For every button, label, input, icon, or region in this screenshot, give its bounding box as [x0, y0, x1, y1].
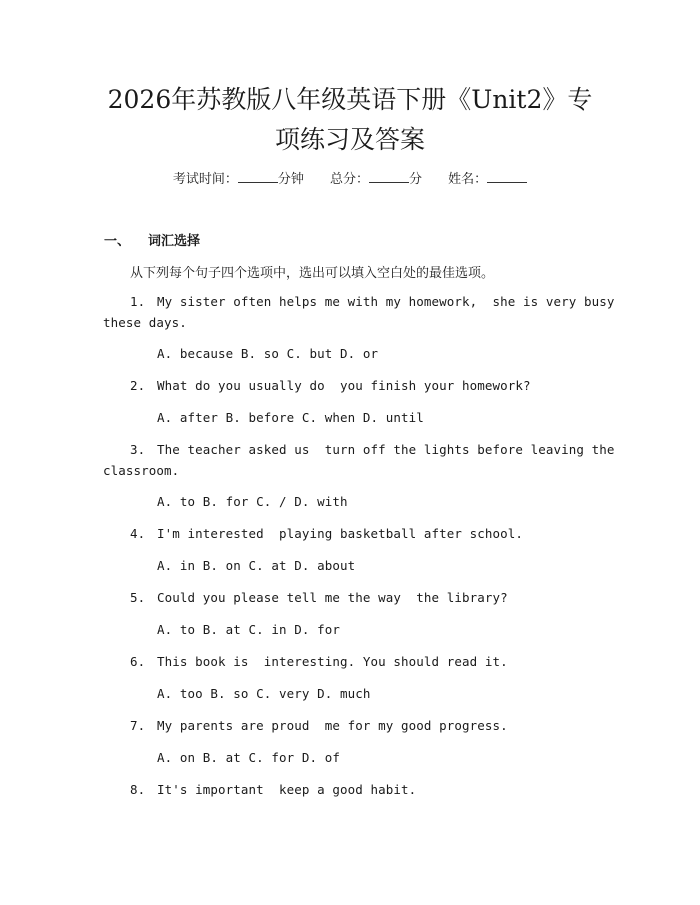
section-heading [104, 230, 200, 249]
question-4-text: I'm interested playing basketball after school. [157, 526, 524, 541]
time-unit: 分钟 [277, 172, 304, 187]
question-7-options: A. on B. at C. for D. of [157, 750, 341, 765]
question-5-text: Could you please tell me the way the library? [157, 590, 508, 605]
exam-time [173, 172, 304, 187]
question-2-number: 2. [130, 378, 146, 393]
section-number: 一、 [104, 234, 131, 249]
exam-meta [0, 168, 700, 187]
page-title [60, 80, 640, 160]
question-1-text-cont: these days. [103, 315, 187, 330]
time-label: 考试时间： [172, 172, 238, 187]
question-8-text: It's important keep a good habit. [157, 782, 417, 797]
question-1-options: A. because B. so C. but D. or [157, 346, 379, 361]
question-5-number: 5. [130, 590, 146, 605]
question-3-text: The teacher asked us turn off the lights before leaving the [157, 442, 615, 457]
exam-score [330, 172, 422, 187]
question-6-text: This book is interesting. You should read it. [157, 654, 508, 669]
question-6-options: A. too B. so C. very D. much [157, 686, 371, 701]
question-2-options: A. after B. before C. when D. until [157, 410, 424, 425]
question-7-text: My parents are proud me for my good progress. [157, 718, 508, 733]
question-8-number: 8. [130, 782, 146, 797]
title-line-2: 项练习及答案 [274, 125, 425, 154]
question-7-number: 7. [130, 718, 146, 733]
name-blank[interactable] [487, 170, 527, 183]
question-1-text: My sister often helps me with my homework, she is very busy [157, 294, 615, 309]
question-2-text: What do you usually do you finish your homework? [157, 378, 531, 393]
score-label: 总分： [329, 172, 369, 187]
name-label: 姓名： [448, 172, 488, 187]
time-blank[interactable] [238, 170, 278, 183]
score-blank[interactable] [369, 170, 409, 183]
question-3-number: 3. [130, 442, 146, 457]
exam-name [448, 172, 527, 187]
question-3-text-cont: classroom. [103, 463, 180, 478]
question-3-options: A. to B. for C. / D. with [157, 494, 348, 509]
question-1-number: 1. [130, 294, 146, 309]
title-line-1: 2026年苏教版八年级英语下册《Unit2》专 [107, 85, 593, 114]
question-4-number: 4. [130, 526, 146, 541]
question-5-options: A. to B. at C. in D. for [157, 622, 341, 637]
section-instruction: 从下列每个句子四个选项中，选出可以填入空白处的最佳选项。 [130, 266, 495, 281]
section-title: 词汇选择 [148, 234, 201, 249]
question-4-options: A. in B. on C. at D. about [157, 558, 356, 573]
score-unit: 分 [409, 172, 423, 187]
question-6-number: 6. [130, 654, 146, 669]
